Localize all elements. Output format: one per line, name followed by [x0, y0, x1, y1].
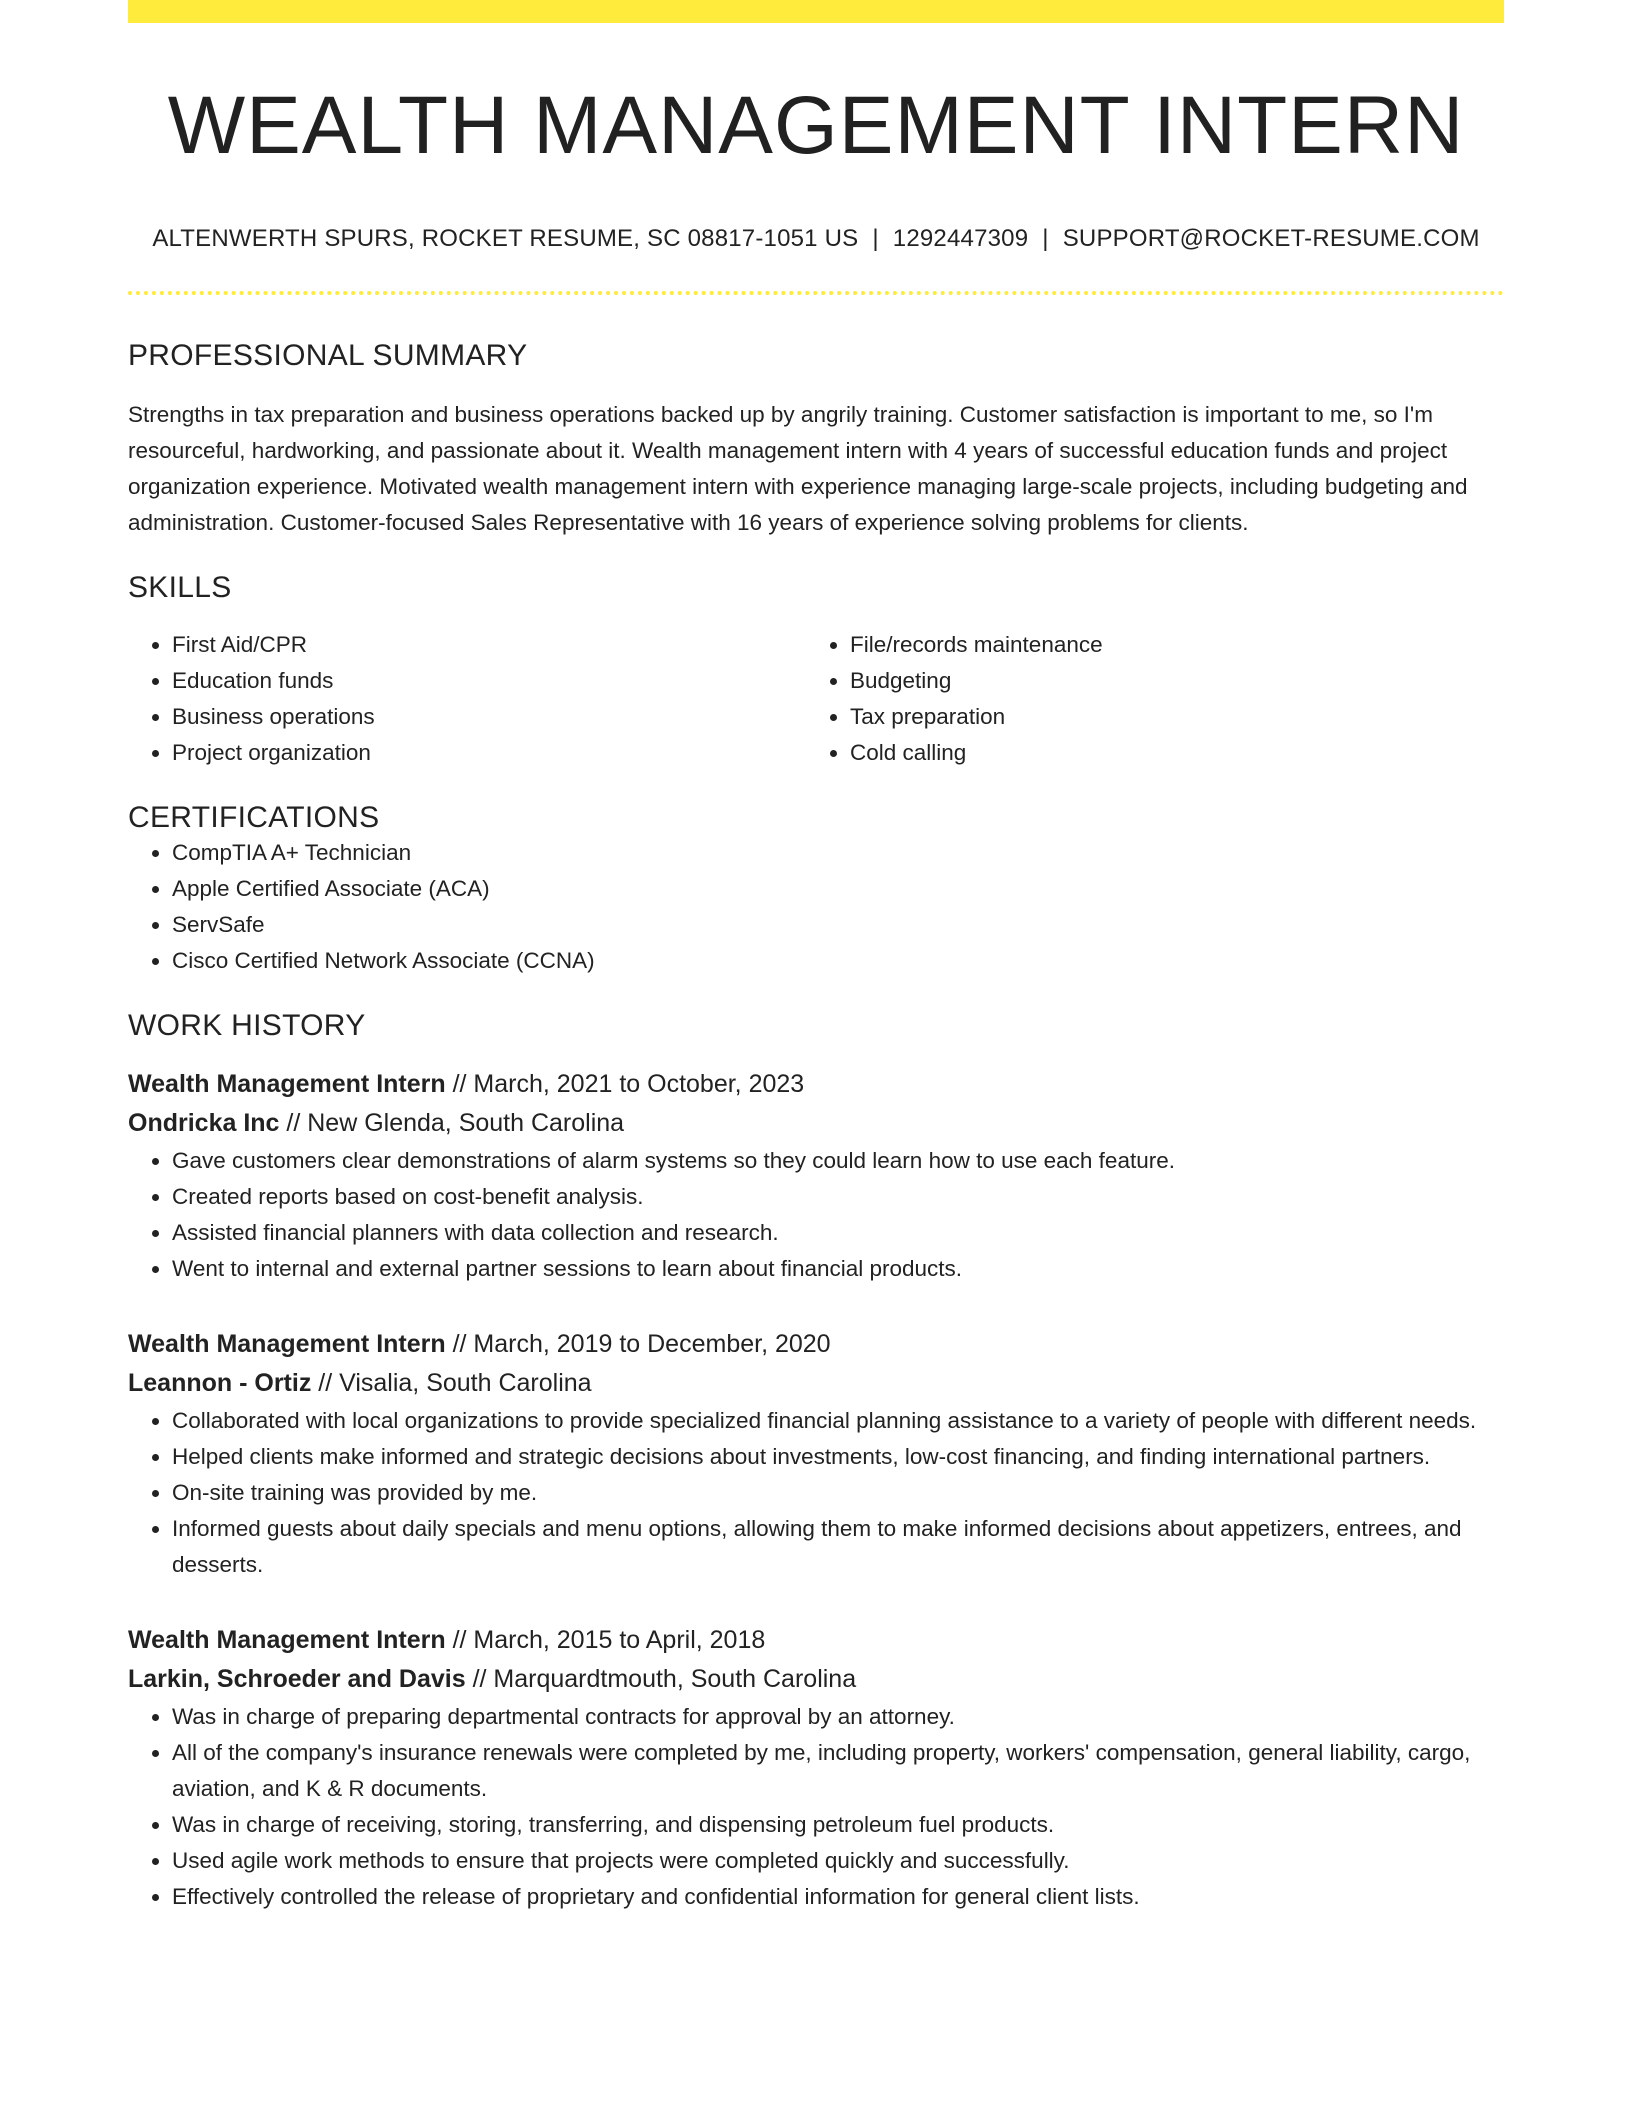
certification-item: • Apple Certified Associate (ACA) — [172, 871, 1504, 907]
skill-item: • File/records maintenance — [850, 627, 1484, 663]
work-history-heading: WORK HISTORY — [128, 1009, 366, 1043]
job-bullet: • On-site training was provided by me. — [172, 1475, 1504, 1511]
skills-list — [128, 627, 1504, 771]
job-dates: // March, 2015 to April, 2018 — [445, 1626, 766, 1655]
contact-separator: | — [1042, 225, 1049, 253]
resume-title: WEALTH MANAGEMENT INTERN — [167, 80, 1465, 171]
job-bullet: • Helped clients make informed and strategic decisions about investments, low-cost financing, and finding international partners. — [172, 1439, 1504, 1475]
job-bullets — [128, 1699, 1504, 1915]
job-role-line — [128, 1065, 1504, 1104]
job-bullet: • Used agile work methods to ensure that projects were completed quickly and successfully. — [172, 1843, 1504, 1879]
skills-heading: SKILLS — [128, 571, 232, 605]
certification-item: • Cisco Certified Network Associate (CCNA) — [172, 943, 1504, 979]
skills-column-right — [806, 627, 1484, 771]
skill-item: • Tax preparation — [850, 699, 1484, 735]
job-dates: // March, 2019 to December, 2020 — [445, 1330, 831, 1359]
job-bullet: • Collaborated with local organizations to provide specialized financial planning assistance to a variety of people with different needs. — [172, 1403, 1504, 1439]
job-dates: // March, 2021 to October, 2023 — [445, 1070, 805, 1099]
contact-line — [128, 225, 1504, 253]
contact-separator: | — [872, 225, 879, 253]
job-bullet: • Informed guests about daily specials and menu options, allowing them to make informed decisions about appetizers, entrees, and desserts. — [172, 1511, 1504, 1583]
resume-page — [128, 0, 1504, 1915]
dotted-divider — [128, 291, 1504, 295]
job-company: Leannon - Ortiz — [128, 1369, 312, 1398]
certification-item: • CompTIA A+ Technician — [172, 835, 1504, 871]
job-role-line — [128, 1325, 1504, 1364]
job-bullet: • Went to internal and external partner sessions to learn about financial products. — [172, 1251, 1504, 1287]
job-bullet: • Assisted financial planners with data collection and research. — [172, 1215, 1504, 1251]
job-company: Ondricka Inc — [128, 1109, 280, 1138]
certifications-list — [128, 835, 1504, 979]
job-bullet: • Effectively controlled the release of proprietary and confidential information for general client lists. — [172, 1879, 1504, 1915]
contact-phone: 1292447309 — [892, 225, 1029, 253]
job-entry — [128, 1325, 1504, 1583]
skill-item: • Cold calling — [850, 735, 1484, 771]
job-bullets — [128, 1143, 1504, 1287]
skill-item: • Project organization — [172, 735, 806, 771]
summary-text: Strengths in tax preparation and business operations backed up by angrily training. Customer satisfaction is important to me, so I'm resourceful, hardworking, and passionate about it. Wealth management intern with 4 years of successful education funds and project organization experience. Motivated wealth management intern with experience managing large-scale projects, including budgeting and administration. Customer-focused Sales Representative with 16 years of experience solving problems for clients. — [128, 402, 1468, 536]
job-company-line — [128, 1104, 1504, 1143]
skills-column-left — [128, 627, 806, 771]
job-bullet: • Was in charge of preparing departmental contracts for approval by an attorney. — [172, 1699, 1504, 1735]
job-bullets — [128, 1403, 1504, 1583]
job-role-line — [128, 1621, 1504, 1660]
certifications-heading: CERTIFICATIONS — [128, 801, 380, 835]
job-location: // Visalia, South Carolina — [311, 1369, 592, 1398]
job-company-line — [128, 1660, 1504, 1699]
accent-top-bar — [128, 0, 1504, 23]
job-role: Wealth Management Intern — [128, 1330, 446, 1359]
job-company: Larkin, Schroeder and Davis — [128, 1665, 466, 1694]
job-bullet: • Was in charge of receiving, storing, transferring, and dispensing petroleum fuel products. — [172, 1807, 1504, 1843]
job-role: Wealth Management Intern — [128, 1626, 446, 1655]
skill-item: • Business operations — [172, 699, 806, 735]
job-bullet: • Gave customers clear demonstrations of alarm systems so they could learn how to use each feature. — [172, 1143, 1504, 1179]
job-bullet: • Created reports based on cost-benefit analysis. — [172, 1179, 1504, 1215]
job-location: // Marquardtmouth, South Carolina — [465, 1665, 857, 1694]
job-entry — [128, 1065, 1504, 1287]
summary-heading: PROFESSIONAL SUMMARY — [128, 339, 528, 373]
contact-address: ALTENWERTH SPURS, ROCKET RESUME, SC 08817-1051 US — [152, 225, 859, 253]
job-location: // New Glenda, South Carolina — [279, 1109, 625, 1138]
job-entry — [128, 1621, 1504, 1915]
job-role: Wealth Management Intern — [128, 1070, 446, 1099]
skill-item: • Budgeting — [850, 663, 1484, 699]
job-bullet: • All of the company's insurance renewals were completed by me, including property, workers' compensation, general liability, cargo, aviation, and K & R documents. — [172, 1735, 1504, 1807]
job-company-line — [128, 1364, 1504, 1403]
contact-email: SUPPORT@ROCKET-RESUME.COM — [1062, 225, 1480, 253]
skill-item: • First Aid/CPR — [172, 627, 806, 663]
certification-item: • ServSafe — [172, 907, 1504, 943]
skill-item: • Education funds — [172, 663, 806, 699]
